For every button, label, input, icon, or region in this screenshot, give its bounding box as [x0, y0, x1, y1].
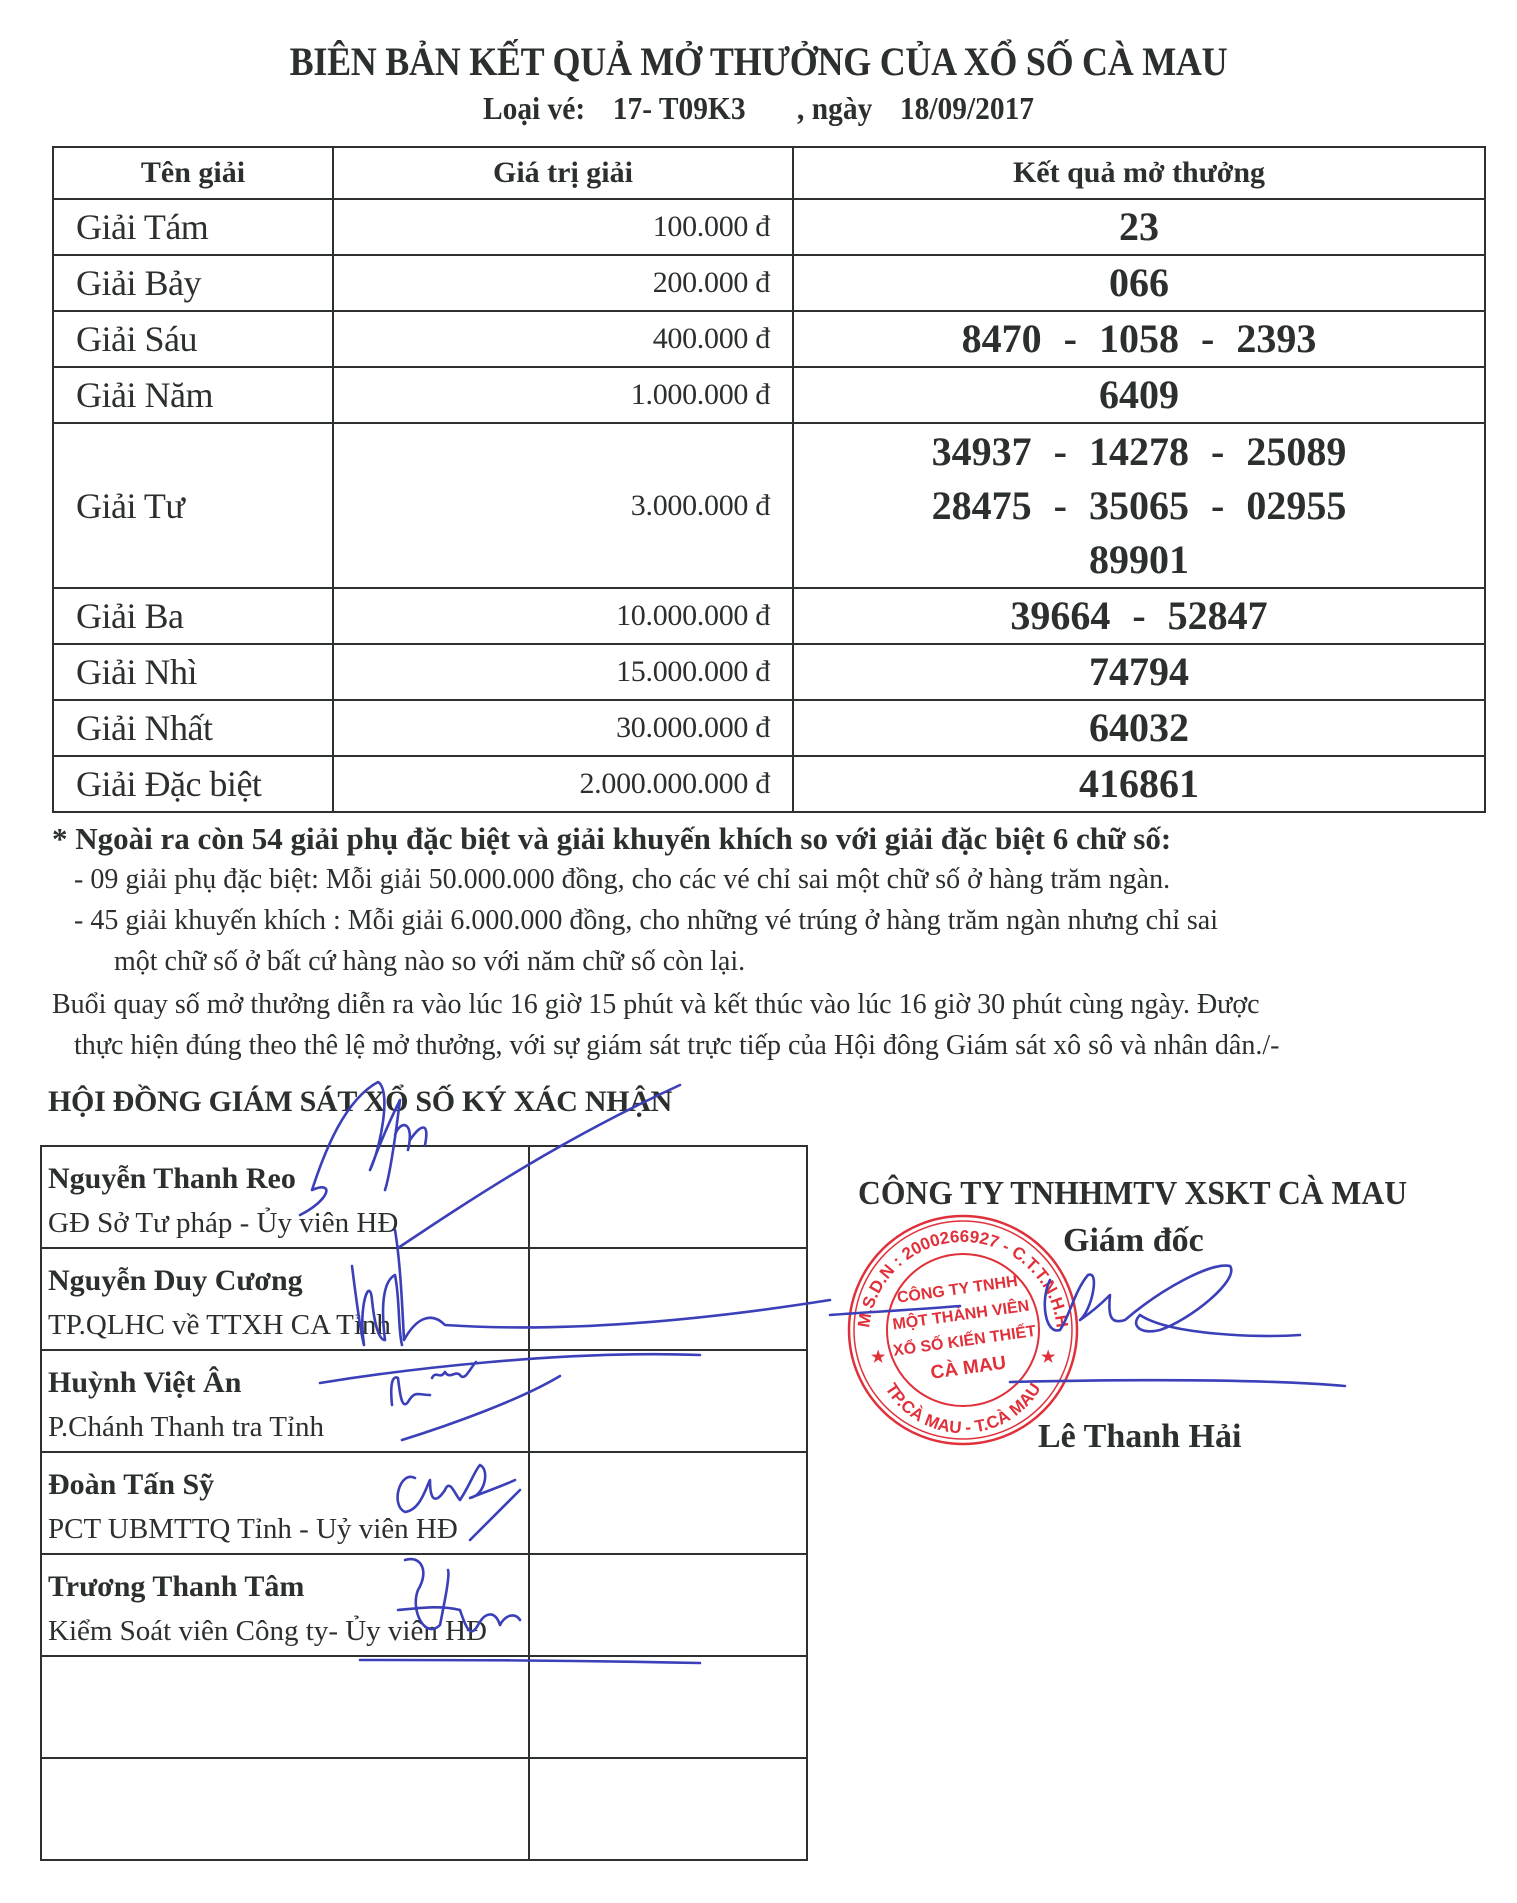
- winning-number: 52847: [1167, 593, 1268, 638]
- prize-name: Giải Tám: [53, 199, 333, 255]
- result-line: [794, 312, 1484, 366]
- company-name: CÔNG TY TNHHMTV XSKT CÀ MAU: [858, 1175, 1408, 1212]
- signature-cell: [529, 1248, 807, 1350]
- prize-row: [53, 756, 1485, 812]
- result-line: [794, 533, 1484, 587]
- results-header-row: [53, 147, 1485, 199]
- result-line: [794, 200, 1484, 254]
- stamp-outer-bottom-text: TP.CÀ MAU - T.CÀ MAU: [881, 1379, 1045, 1438]
- prize-result: [793, 756, 1485, 812]
- prize-value: 15.000.000 đ: [333, 644, 793, 700]
- result-line: [794, 368, 1484, 422]
- header-prize-name: Tên giải: [53, 147, 333, 199]
- stamp-inner-line-3: XỔ SỐ KIẾN THIẾT: [892, 1322, 1038, 1360]
- council-member-cell: [41, 1758, 529, 1860]
- winning-number: 6409: [1099, 372, 1179, 417]
- council-member-name: Nguyễn Thanh Reo: [48, 1162, 296, 1195]
- header-draw-results: Kết quả mở thưởng: [793, 147, 1485, 199]
- signature-cell: [529, 1350, 807, 1452]
- prize-result: [793, 255, 1485, 311]
- notes-draw-time: Buổi quay số mở thưởng diễn ra vào lúc 16 giờ 15 phút và kết thúc vào lúc 16 giờ 30 phút cùng ngày. Được: [52, 989, 1260, 1020]
- council-member-row: [41, 1656, 807, 1758]
- result-separator: -: [1211, 428, 1225, 474]
- winning-number: 89901: [1089, 536, 1189, 582]
- notes-supervision: thực hiện đúng theo thê lệ mở thưởng, với sự giám sát trực tiếp của Hội đông Giám sát xô sô và nhân dân./-: [74, 1030, 1280, 1061]
- winning-number: 02955: [1246, 482, 1347, 528]
- header-prize-value: Giá trị giải: [333, 147, 793, 199]
- prize-value: 10.000.000 đ: [333, 588, 793, 644]
- results-table: [52, 146, 1486, 813]
- result-line: [794, 589, 1484, 643]
- council-member-cell: [41, 1248, 529, 1350]
- winning-number: 23: [1119, 204, 1159, 249]
- council-member-row: [41, 1758, 807, 1860]
- stamp-outer-ring: [849, 1216, 1077, 1444]
- council-member-row: [41, 1452, 807, 1554]
- prize-name: Giải Năm: [53, 367, 333, 423]
- council-member-role: PCT UBMTTQ Tỉnh - Uỷ viên HĐ: [48, 1513, 458, 1545]
- council-member-name: Đoàn Tấn Sỹ: [48, 1468, 215, 1501]
- result-separator: -: [1132, 593, 1146, 638]
- prize-row: [53, 423, 1485, 588]
- prize-name: Giải Ba: [53, 588, 333, 644]
- prize-result: [793, 588, 1485, 644]
- notes-section: [52, 818, 1492, 1066]
- director-title: Giám đốc: [1063, 1222, 1204, 1259]
- stamp-inner-line-2: MỘT THÀNH VIÊN: [891, 1297, 1031, 1334]
- ticket-type-label: Loại vé:: [482, 90, 586, 126]
- result-separator: -: [1211, 482, 1225, 528]
- prize-name: Giải Nhì: [53, 644, 333, 700]
- date-label: , ngày: [797, 90, 873, 126]
- signature-cell: [529, 1146, 807, 1248]
- council-member-role: TP.QLHC về TTXH CA Tỉnh: [48, 1309, 391, 1341]
- signature-cell: [529, 1554, 807, 1656]
- prize-name: Giải Bảy: [53, 255, 333, 311]
- winning-number: 416861: [1079, 761, 1199, 806]
- council-member-name: Trương Thanh Tâm: [48, 1570, 305, 1603]
- prize-name: Giải Nhất: [53, 700, 333, 756]
- prize-value: 200.000 đ: [333, 255, 793, 311]
- stamp-inner-line-1: CÔNG TY TNHH: [896, 1273, 1019, 1307]
- notes-item-encouragement-cont: một chữ số ở bất cứ hàng nào so với năm chữ số còn lại.: [114, 946, 746, 977]
- document-title: BIÊN BẢN KẾT QUẢ MỞ THƯỞNG CỦA XỔ SỐ CÀ MAU: [289, 39, 1228, 84]
- company-stamp: [845, 1212, 1081, 1448]
- winning-number: 14278: [1089, 428, 1189, 474]
- result-line: [794, 256, 1484, 310]
- winning-number: 74794: [1089, 649, 1189, 694]
- winning-number: 28475: [931, 482, 1032, 528]
- winning-number: 2393: [1236, 316, 1317, 361]
- result-separator: -: [1053, 428, 1067, 474]
- star-icon: ★: [871, 1349, 886, 1366]
- document-subtitle: [61, 90, 1457, 127]
- prize-name: Giải Đặc biệt: [53, 756, 333, 812]
- prize-value: 2.000.000.000 đ: [333, 756, 793, 812]
- prize-row: [53, 367, 1485, 423]
- prize-result: [793, 199, 1485, 255]
- signature-cell: [529, 1452, 807, 1554]
- result-line: [794, 425, 1484, 479]
- result-line: [794, 479, 1484, 533]
- prize-result: [793, 311, 1485, 367]
- council-member-cell: [41, 1146, 529, 1248]
- result-separator: -: [1053, 482, 1067, 528]
- winning-number: 35065: [1089, 482, 1189, 528]
- council-member-cell: [41, 1554, 529, 1656]
- notes-lead: * Ngoài ra còn 54 giải phụ đặc biệt và giải khuyến khích so với giải đặc biệt 6 chữ số:: [52, 821, 1172, 856]
- council-member-name: Huỳnh Việt Ân: [48, 1366, 242, 1399]
- prize-value: 30.000.000 đ: [333, 700, 793, 756]
- council-member-row: [41, 1554, 807, 1656]
- council-member-name: Nguyễn Duy Cương: [48, 1264, 303, 1297]
- winning-number: 64032: [1089, 705, 1189, 750]
- prize-value: 3.000.000 đ: [333, 423, 793, 588]
- draw-date: 18/09/2017: [899, 90, 1035, 126]
- result-separator: -: [1063, 316, 1077, 361]
- stamp-inner-line-4: CÀ MAU: [929, 1352, 1008, 1384]
- winning-number: 39664: [1010, 593, 1111, 638]
- result-line: [794, 645, 1484, 699]
- director-name: Lê Thanh Hải: [1038, 1418, 1242, 1455]
- notes-item-special-consolation: - 09 giải phụ đặc biệt: Mỗi giải 50.000.000 đồng, cho các vé chỉ sai một chữ số ở hàng trăm ngàn.: [74, 864, 1171, 895]
- prize-row: [53, 311, 1485, 367]
- stamp-outer-top-text: M.S.D.N : 2000266927 - C.T.T.N.H.H: [854, 1226, 1072, 1329]
- star-icon: ★: [1041, 1349, 1056, 1366]
- winning-number: 25089: [1246, 428, 1347, 474]
- council-member-row: [41, 1248, 807, 1350]
- result-line: [794, 757, 1484, 811]
- prize-result: [793, 367, 1485, 423]
- prize-value: 100.000 đ: [333, 199, 793, 255]
- council-heading: HỘI ĐỒNG GIÁM SÁT XỔ SỐ KÝ XÁC NHẬN: [48, 1085, 672, 1118]
- notes-item-encouragement: - 45 giải khuyến khích : Mỗi giải 6.000.000 đồng, cho những vé trúng ở hàng trăm ngàn nhưng chỉ sai: [74, 905, 1218, 936]
- prize-row: [53, 700, 1485, 756]
- prize-name: Giải Tư: [53, 423, 333, 588]
- council-member-cell: [41, 1350, 529, 1452]
- council-member-cell: [41, 1452, 529, 1554]
- prize-result: [793, 700, 1485, 756]
- ticket-type: 17- T09K3: [612, 90, 746, 126]
- council-member-cell: [41, 1656, 529, 1758]
- prize-name: Giải Sáu: [53, 311, 333, 367]
- council-member-role: Kiểm Soát viên Công ty- Ủy viên HĐ: [48, 1615, 487, 1647]
- signature-cell: [529, 1758, 807, 1860]
- prize-result: [793, 423, 1485, 588]
- prize-row: [53, 644, 1485, 700]
- council-member-row: [41, 1146, 807, 1248]
- prize-result: [793, 644, 1485, 700]
- prize-row: [53, 588, 1485, 644]
- result-line: [794, 701, 1484, 755]
- signature-cell: [529, 1656, 807, 1758]
- council-signature-table: [40, 1145, 808, 1861]
- council-member-row: [41, 1350, 807, 1452]
- result-separator: -: [1201, 316, 1215, 361]
- winning-number: 34937: [931, 428, 1032, 474]
- council-member-role: GĐ Sở Tư pháp - Ủy viên HĐ: [48, 1207, 399, 1239]
- prize-value: 1.000.000 đ: [333, 367, 793, 423]
- prize-row: [53, 199, 1485, 255]
- prize-value: 400.000 đ: [333, 311, 793, 367]
- winning-number: 1058: [1099, 316, 1179, 361]
- prize-row: [53, 255, 1485, 311]
- council-member-role: P.Chánh Thanh tra Tỉnh: [48, 1411, 325, 1443]
- winning-number: 066: [1109, 260, 1169, 305]
- winning-number: 8470: [961, 316, 1042, 361]
